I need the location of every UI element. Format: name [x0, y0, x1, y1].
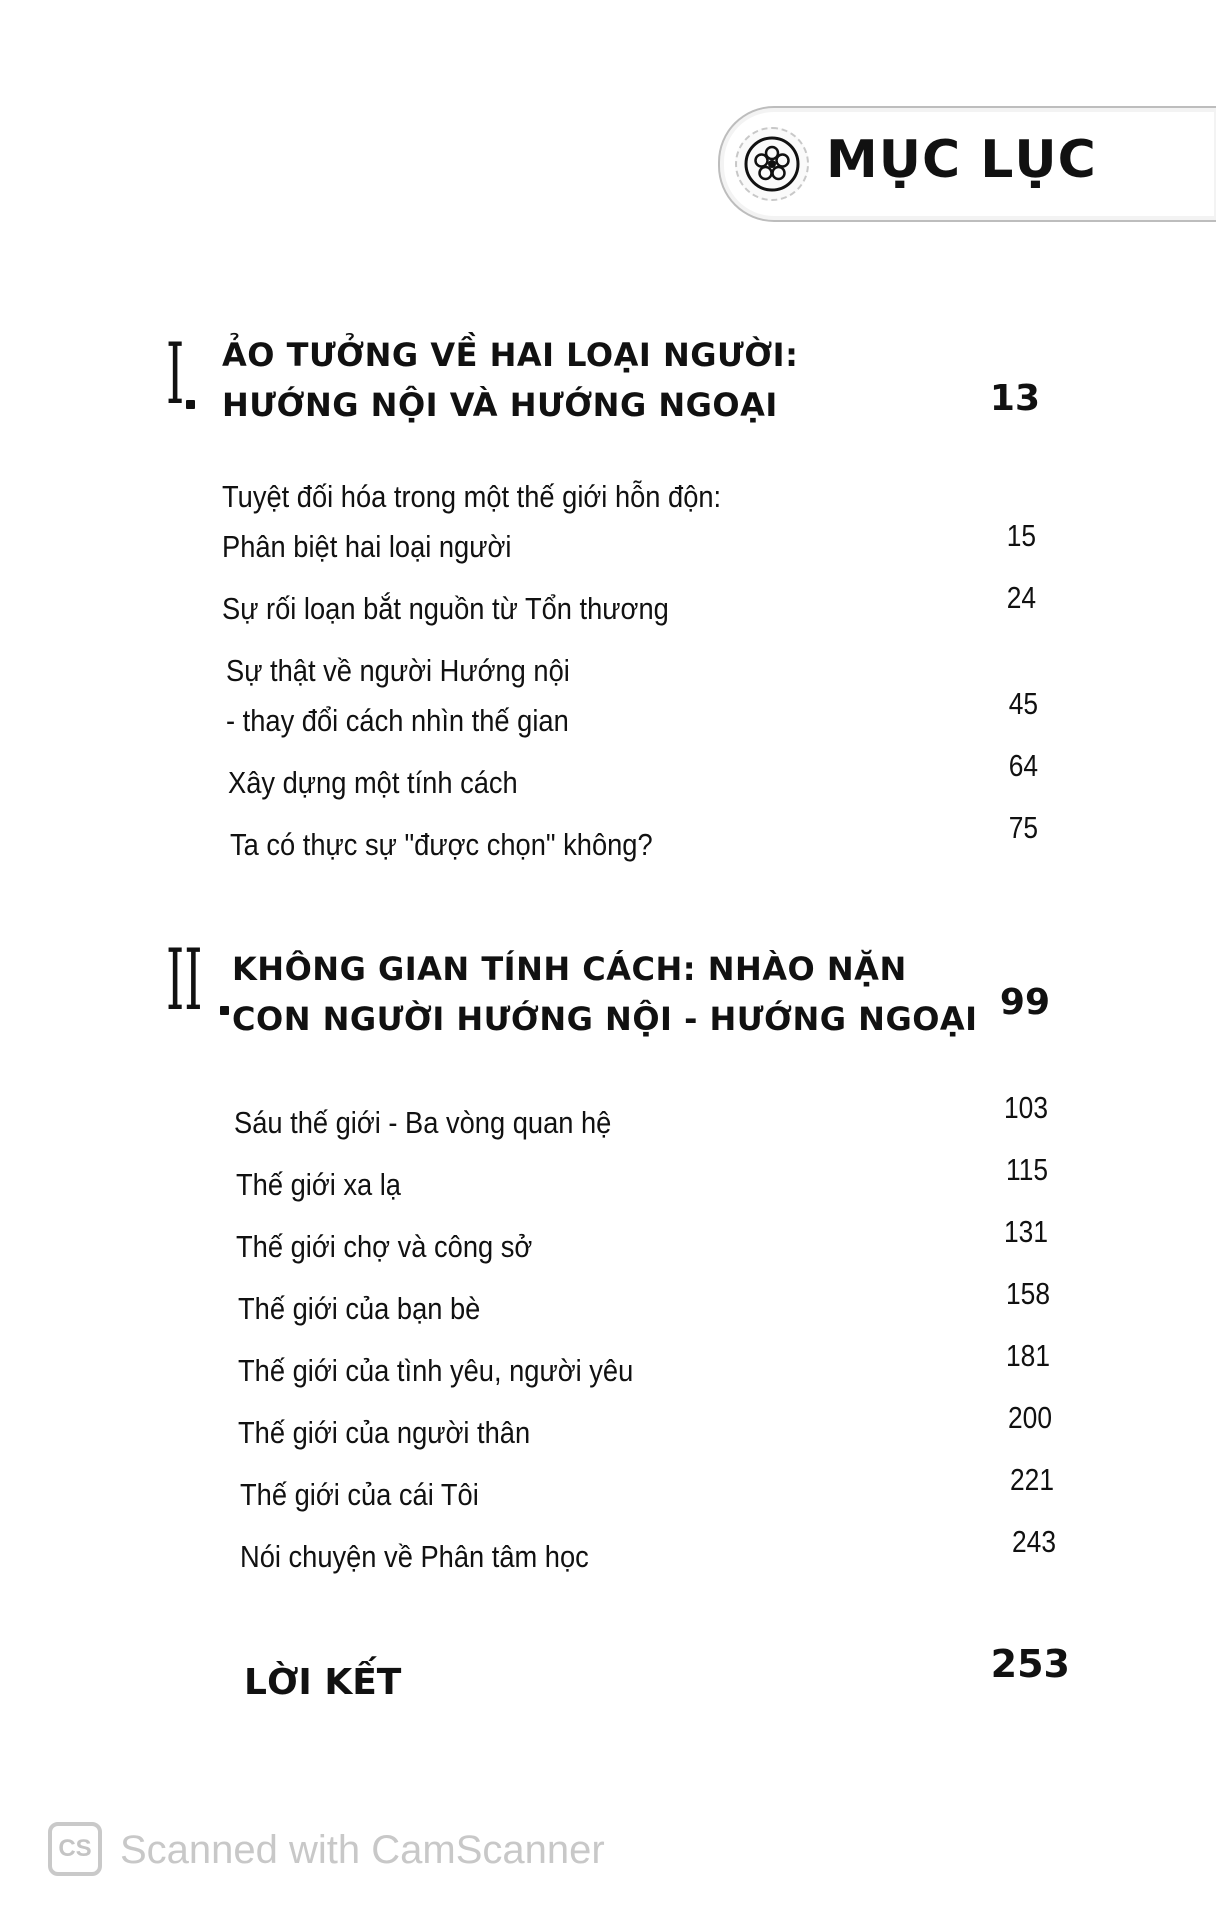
closing-title: LỜI KẾT [244, 1662, 402, 1703]
section-heading-line: HƯỚNG NỘI VÀ HƯỚNG NGOẠI [222, 386, 778, 424]
section-heading-line: CON NGƯỜI HƯỚNG NỘI - HƯỚNG NGOẠI [232, 1000, 978, 1038]
flower-emblem-icon [735, 127, 809, 201]
page-title: MỤC LỤC [826, 130, 1097, 190]
entry-page-number: 24 [1006, 580, 1036, 615]
numeral-dot [186, 400, 195, 409]
entry-line: Xây dựng một tính cách [228, 765, 518, 800]
entry-page-number: 181 [1006, 1338, 1050, 1373]
numeral-dot [220, 1006, 229, 1015]
entry-line: - thay đổi cách nhìn thế gian [226, 703, 569, 738]
entry-page-number: 103 [1004, 1090, 1048, 1125]
entry-page-number: 221 [1010, 1462, 1054, 1497]
entry-line: Thế giới chợ và công sở [236, 1229, 533, 1264]
entry-page-number: 15 [1006, 518, 1036, 553]
section-numeral: II [166, 931, 203, 1029]
section-heading-line: KHÔNG GIAN TÍNH CÁCH: NHÀO NẶN [232, 950, 907, 988]
watermark-text: Scanned with CamScanner [120, 1828, 605, 1872]
entry-line: Sáu thế giới - Ba vòng quan hệ [234, 1105, 612, 1140]
entry-line: Thế giới của cái Tôi [240, 1477, 479, 1512]
entry-page-number: 158 [1006, 1276, 1050, 1311]
entry-line: Tuyệt đối hóa trong một thế giới hỗn độn: [222, 479, 722, 514]
entry-page-number: 131 [1004, 1214, 1048, 1249]
entry-line: Thế giới của tình yêu, người yêu [238, 1353, 634, 1388]
entry-line: Sự rối loạn bắt nguồn từ Tổn thương [222, 591, 669, 626]
section-page-number: 13 [989, 378, 1040, 419]
entry-line: Thế giới của bạn bè [238, 1291, 481, 1326]
section-heading-line: ẢO TƯỞNG VỀ HAI LOẠI NGƯỜI: [222, 336, 799, 374]
entry-line: Phân biệt hai loại người [222, 529, 512, 564]
entry-line: Sự thật về người Hướng nội [226, 653, 570, 688]
entry-line: Nói chuyện về Phân tâm học [240, 1539, 589, 1574]
entry-page-number: 200 [1008, 1400, 1052, 1435]
entry-page-number: 64 [1008, 748, 1038, 783]
entry-page-number: 243 [1012, 1524, 1056, 1559]
section-numeral: I [166, 325, 185, 423]
entry-page-number: 75 [1008, 810, 1038, 845]
entry-line: Thế giới của người thân [238, 1415, 531, 1450]
camscanner-logo-icon [48, 1822, 102, 1876]
logo-text: CS [58, 1835, 92, 1862]
entry-line: Ta có thực sự "được chọn" không? [230, 827, 653, 862]
entry-page-number: 115 [1005, 1152, 1048, 1187]
entry-line: Thế giới xa lạ [236, 1167, 401, 1202]
closing-page-number: 253 [990, 1642, 1070, 1686]
section-page-number: 99 [999, 982, 1050, 1023]
entry-page-number: 45 [1008, 686, 1038, 721]
